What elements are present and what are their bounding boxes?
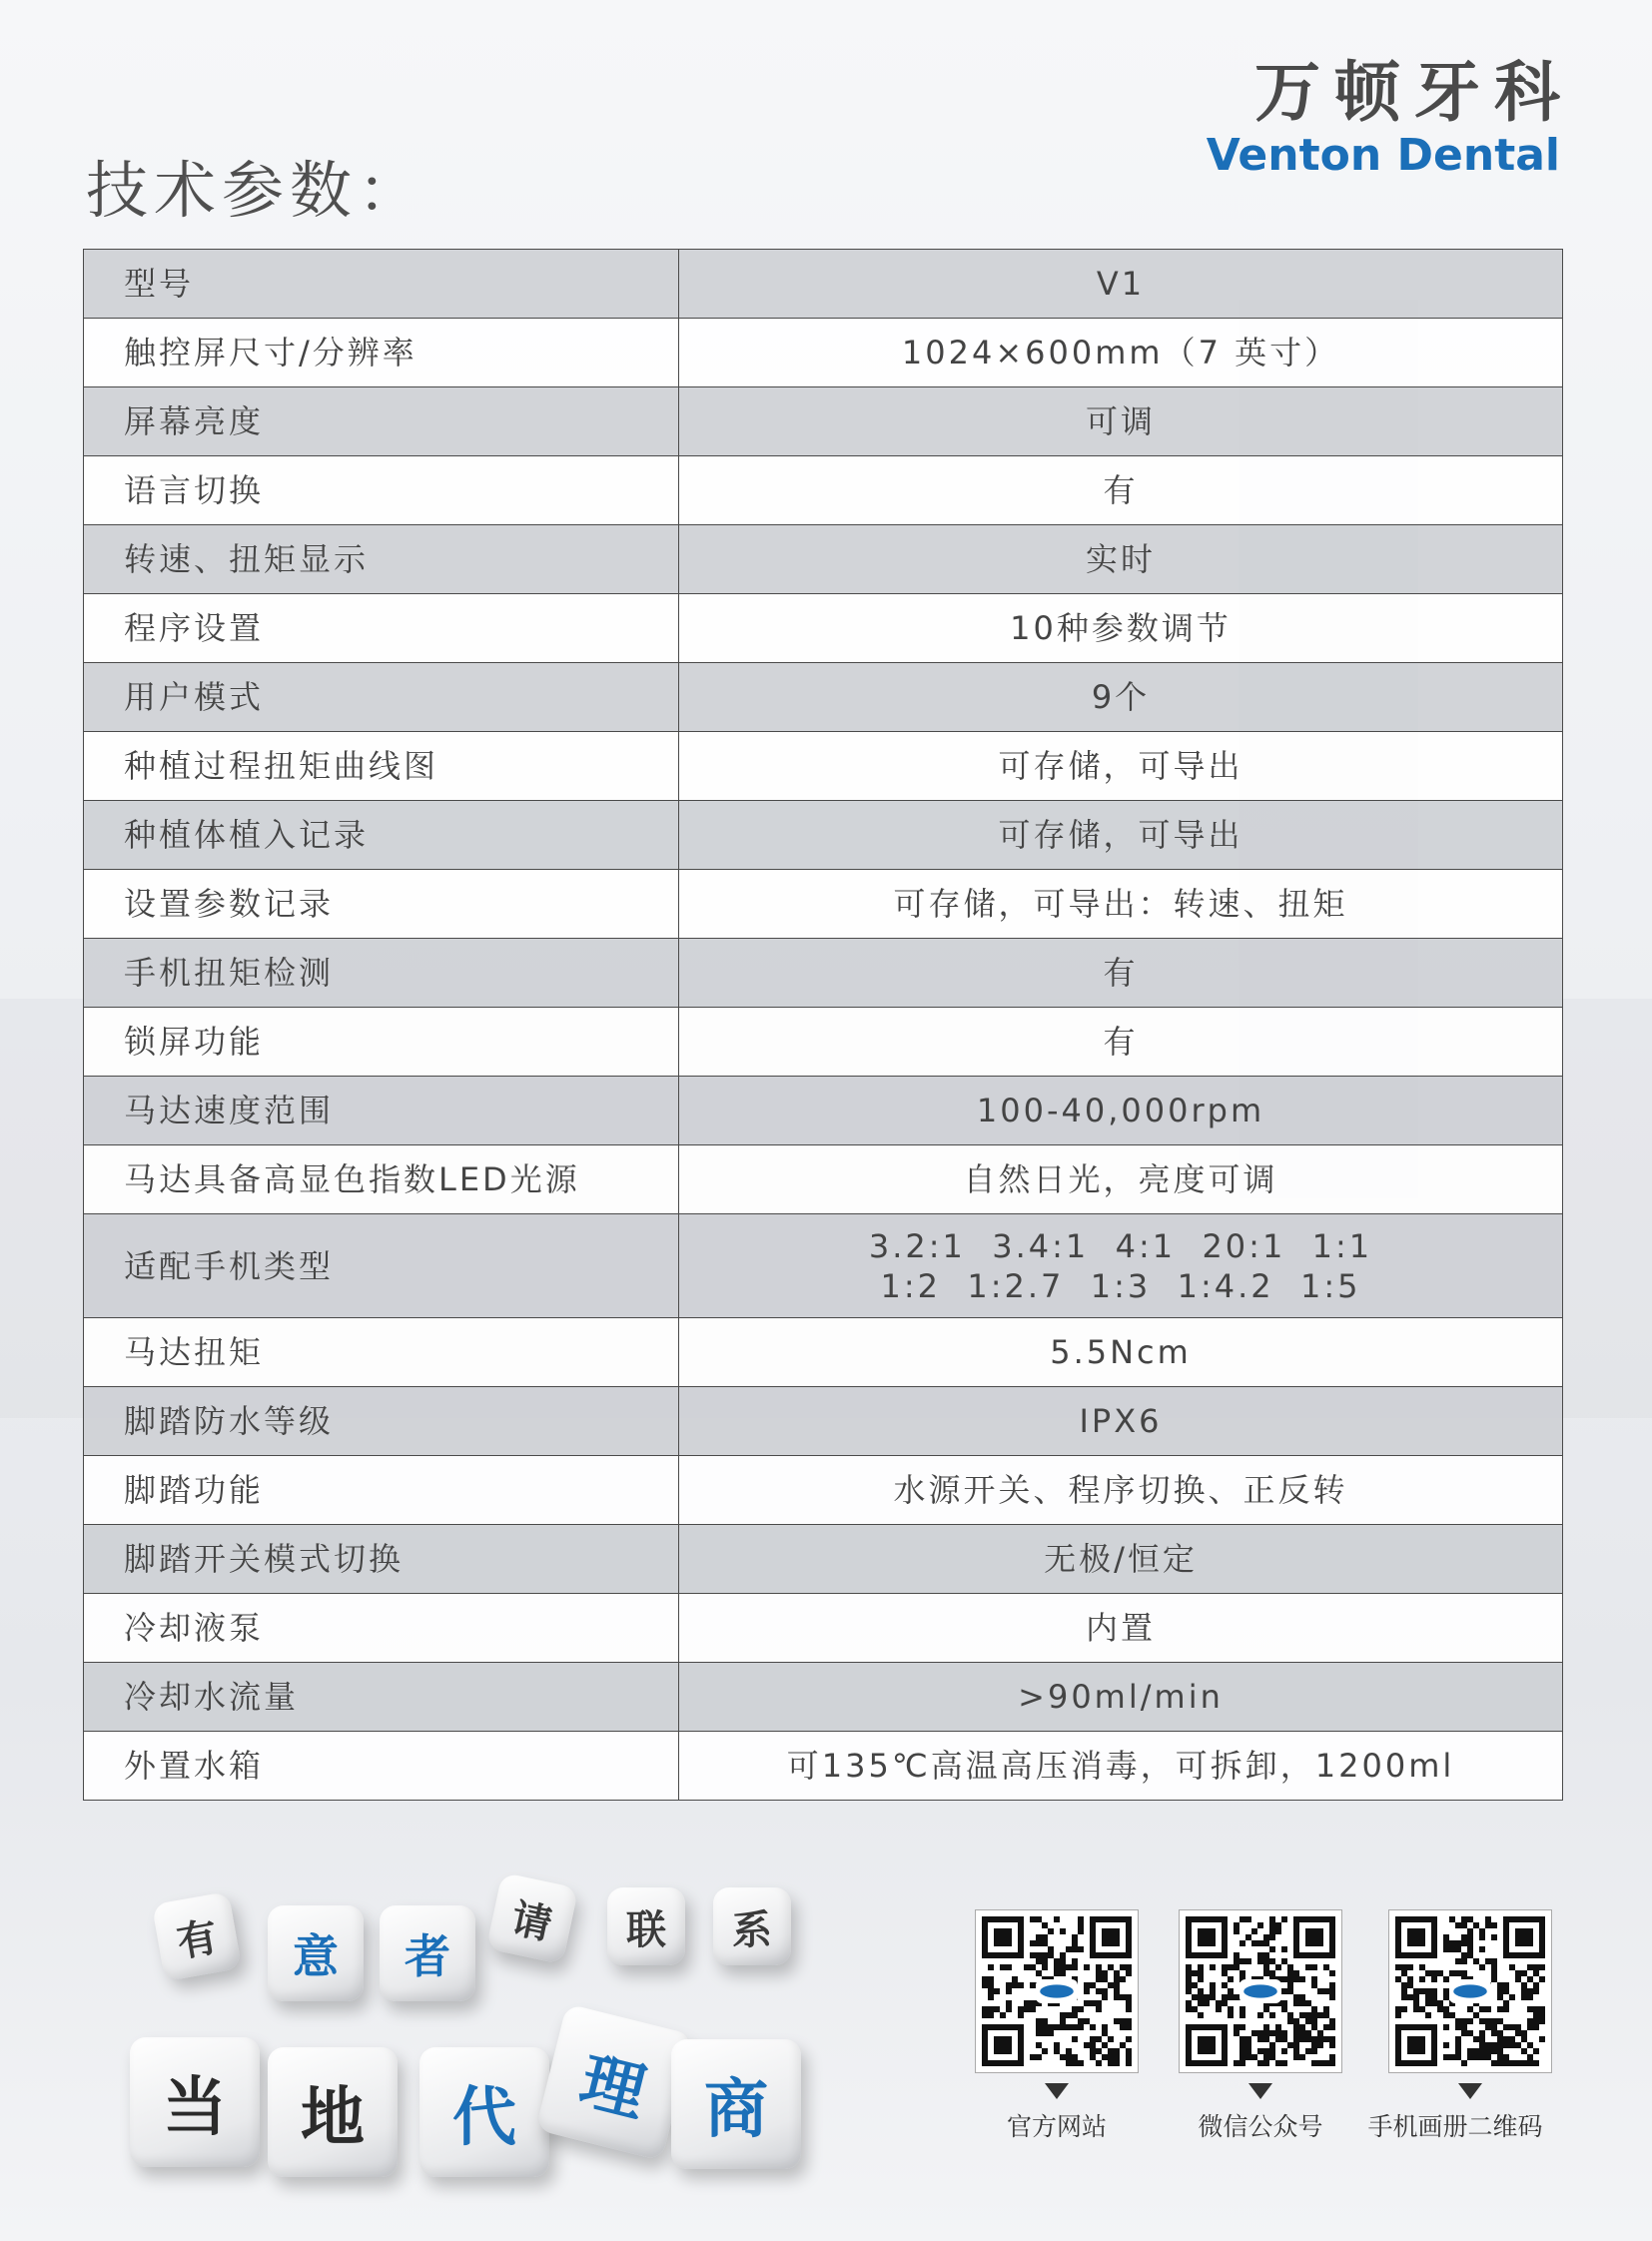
slogan-cube: 意 [268, 1905, 364, 2001]
table-row [84, 1318, 1563, 1387]
table-row [84, 250, 1563, 319]
spec-value [679, 456, 1563, 525]
spec-label: 用户模式 [84, 663, 679, 732]
table-row [84, 1008, 1563, 1077]
qr-wechat [1179, 1909, 1342, 2143]
slogan-cube: 有 [152, 1891, 242, 1981]
table-row [84, 319, 1563, 387]
qr-label: 官方网站 [1006, 2112, 1107, 2141]
table-row [84, 1145, 1563, 1214]
qr-code-icon [1395, 1916, 1545, 2066]
arrow-down-icon [1045, 2083, 1069, 2099]
spec-value [679, 1732, 1563, 1801]
spec-value [679, 939, 1563, 1008]
spec-value-line: 水源开关、程序切换、正反转 [893, 1471, 1348, 1509]
qr-code-icon [1179, 1909, 1342, 2073]
spec-label: 程序设置 [84, 594, 679, 663]
slogan-cube: 者 [380, 1905, 475, 2001]
spec-value-line: >90ml/min [1018, 1678, 1224, 1716]
spec-label: 脚踏功能 [84, 1456, 679, 1525]
spec-value-line: 可135℃高温高压消毒，可拆卸，1200ml [786, 1747, 1455, 1785]
spec-value [679, 1663, 1563, 1732]
qr-code-icon [975, 1909, 1139, 2073]
spec-label: 种植体植入记录 [84, 801, 679, 870]
spec-value-line: 可存储，可导出 [998, 747, 1243, 785]
table-row [84, 1663, 1563, 1732]
qr-code-icon [982, 1916, 1132, 2066]
spec-label: 手机扭矩检测 [84, 939, 679, 1008]
table-row [84, 663, 1563, 732]
qr-official-site [975, 1909, 1139, 2143]
spec-value-line: 实时 [1085, 540, 1156, 578]
table-row [84, 456, 1563, 525]
spec-value [679, 801, 1563, 870]
spec-value-line: 100-40,000rpm [976, 1092, 1265, 1129]
arrow-down-icon [1248, 2083, 1272, 2099]
spec-value-line: IPX6 [1079, 1402, 1163, 1440]
spec-label: 马达扭矩 [84, 1318, 679, 1387]
spec-label: 冷却水流量 [84, 1663, 679, 1732]
slogan-cube: 当 [130, 2037, 260, 2167]
spec-value [679, 1594, 1563, 1663]
spec-value [679, 1318, 1563, 1387]
spec-value-line: 3.2:1 3.4:1 4:1 20:1 1:1 [868, 1226, 1373, 1265]
spec-value [679, 1387, 1563, 1456]
spec-value-line: 有 [1103, 1023, 1139, 1061]
spec-value-line: 9个 [1091, 678, 1151, 716]
spec-value-line: 可存储，可导出 [998, 816, 1243, 854]
table-row [84, 801, 1563, 870]
slogan-cube: 联 [607, 1887, 685, 1965]
slogan-cube: 代 [419, 2047, 549, 2177]
table-row [84, 525, 1563, 594]
qr-brochure [1367, 1909, 1552, 2143]
spec-value [679, 1077, 1563, 1145]
table-row [84, 1594, 1563, 1663]
spec-value-line: 可存储，可导出：转速、扭矩 [893, 885, 1348, 923]
slogan-cube: 地 [268, 2047, 398, 2177]
spec-label: 种植过程扭矩曲线图 [84, 732, 679, 801]
table-row [84, 1525, 1563, 1594]
qr-label: 微信公众号 [1198, 2112, 1323, 2141]
spec-label: 屏幕亮度 [84, 387, 679, 456]
spec-value [679, 1456, 1563, 1525]
table-row [84, 594, 1563, 663]
spec-value [679, 250, 1563, 319]
table-row [84, 939, 1563, 1008]
spec-label: 马达速度范围 [84, 1077, 679, 1145]
qr-code-icon [1388, 1909, 1552, 2073]
slogan-cube: 理 [535, 2003, 693, 2161]
spec-value [679, 663, 1563, 732]
spec-value [679, 1214, 1563, 1318]
spec-table [83, 249, 1563, 1801]
spec-value-line: 有 [1103, 471, 1139, 509]
brand-name-en: Venton Dental [1206, 130, 1560, 181]
spec-value-line: 内置 [1085, 1609, 1156, 1647]
spec-label: 设置参数记录 [84, 870, 679, 939]
table-row [84, 732, 1563, 801]
table-row [84, 1456, 1563, 1525]
slogan-cube: 商 [671, 2039, 801, 2169]
spec-label: 冷却液泵 [84, 1594, 679, 1663]
spec-value [679, 1145, 1563, 1214]
spec-label: 适配手机类型 [84, 1214, 679, 1318]
slogan-cube: 系 [713, 1887, 791, 1965]
spec-value [679, 1525, 1563, 1594]
spec-value [679, 1008, 1563, 1077]
spec-value-line: 1024×600mm（7 英寸） [901, 334, 1340, 372]
spec-label: 锁屏功能 [84, 1008, 679, 1077]
spec-value-line: 有 [1103, 954, 1139, 992]
spec-label: 脚踏防水等级 [84, 1387, 679, 1456]
table-row [84, 387, 1563, 456]
table-row [84, 870, 1563, 939]
brand-name-cn: 万顿牙科 [1254, 54, 1574, 131]
spec-label: 语言切换 [84, 456, 679, 525]
table-row [84, 1077, 1563, 1145]
spec-label: 型号 [84, 250, 679, 319]
qr-label: 手机画册二维码 [1367, 2112, 1543, 2141]
slogan-blocks [0, 1858, 859, 2187]
arrow-down-icon [1458, 2083, 1482, 2099]
spec-value [679, 319, 1563, 387]
page-title: 技术参数： [86, 154, 426, 227]
brand-logo [1206, 54, 1574, 181]
spec-value [679, 594, 1563, 663]
spec-value-line: 无极/恒定 [1044, 1540, 1198, 1578]
spec-value [679, 732, 1563, 801]
spec-value-line: V1 [1096, 265, 1146, 303]
spec-value-line: 10种参数调节 [1010, 609, 1232, 647]
table-row [84, 1732, 1563, 1801]
spec-label: 马达具备高显色指数LED光源 [84, 1145, 679, 1214]
spec-value [679, 870, 1563, 939]
table-row [84, 1387, 1563, 1456]
spec-label: 外置水箱 [84, 1732, 679, 1801]
spec-value-line: 5.5Ncm [1050, 1333, 1192, 1371]
table-row [84, 1214, 1563, 1318]
spec-value [679, 387, 1563, 456]
spec-value-line: 可调 [1085, 402, 1156, 440]
spec-label: 转速、扭矩显示 [84, 525, 679, 594]
spec-value-line: 1:2 1:2.7 1:3 1:4.2 1:5 [880, 1266, 1361, 1305]
spec-value-line: 自然日光，亮度可调 [963, 1160, 1278, 1198]
spec-value [679, 525, 1563, 594]
spec-label: 触控屏尺寸/分辨率 [84, 319, 679, 387]
qr-code-icon [1186, 1916, 1335, 2066]
spec-label: 脚踏开关模式切换 [84, 1525, 679, 1594]
slogan-cube: 请 [486, 1872, 579, 1965]
